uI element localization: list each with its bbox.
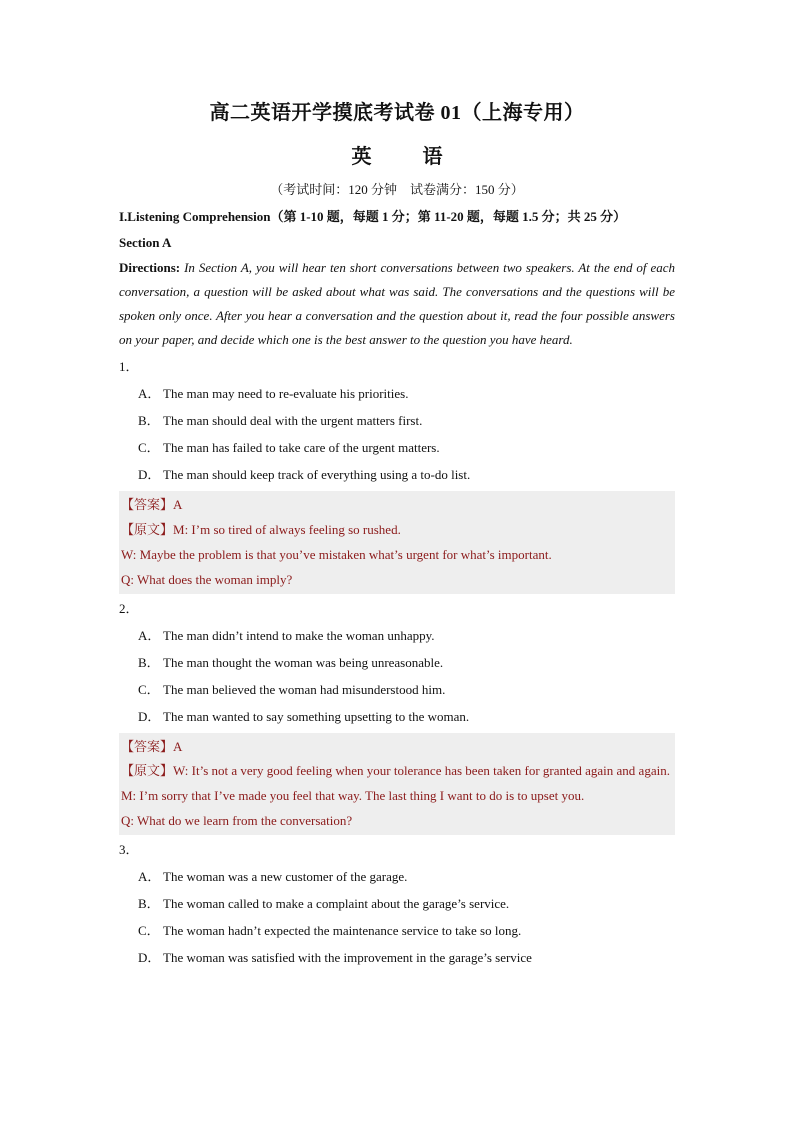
option-letter: D． <box>138 709 161 724</box>
option-letter: C． <box>138 923 160 938</box>
exam-content <box>119 204 675 971</box>
option-b <box>138 649 675 676</box>
script-line: Q: What do we learn from the conversation? <box>121 813 353 828</box>
question-number: 1． <box>119 359 139 374</box>
sub-heading: Section A <box>119 235 172 250</box>
option-d <box>138 944 675 971</box>
script-line: M: I’m sorry that I’ve made you feel that way. The last thing I want to do is to upset you. <box>121 788 585 803</box>
option-letter: A． <box>138 869 161 884</box>
directions <box>119 256 675 352</box>
directions-text: In Section A, you will hear ten short conversations between two speakers. At the end of each conversation, a question will be asked about what was said. The conversations and the questions will be spoken only once. After you hear a conversation and the question about it, read the four possible answers on your paper, and decide which one is the best answer to the question you have heard. <box>119 260 675 347</box>
question-3 <box>119 837 675 971</box>
script-line <box>121 759 675 783</box>
option-text: The man didn’t intend to make the woman unhappy. <box>163 628 435 643</box>
option-c <box>138 676 675 703</box>
question-1 <box>119 354 675 594</box>
subject-heading: 英 语 <box>351 146 443 168</box>
option-b <box>138 407 675 434</box>
option-text: The man may need to re-evaluate his priorities. <box>163 386 409 401</box>
option-c <box>138 434 675 461</box>
option-letter: D． <box>138 950 161 965</box>
option-text: The man wanted to say something upsetting to the woman. <box>163 709 470 724</box>
directions-label: Directions: <box>119 260 181 275</box>
script-line <box>121 517 675 542</box>
option-letter: B． <box>138 413 160 428</box>
option-letter: D． <box>138 467 161 482</box>
option-text: The man has failed to take care of the urgent matters. <box>163 440 440 455</box>
script-label: 【原文】 <box>121 763 174 778</box>
option-letter: B． <box>138 655 160 670</box>
option-text: The man thought the woman was being unreasonable. <box>163 655 444 670</box>
exam-info: （考试时间：120 分钟 试卷满分：150 分） <box>270 182 524 197</box>
answer-box <box>119 491 675 594</box>
options-list <box>119 380 675 488</box>
section-heading <box>119 204 675 230</box>
question-2 <box>119 596 675 835</box>
option-d <box>138 461 675 488</box>
script-text: M: I’m so tired of always feeling so rushed. <box>173 522 401 537</box>
option-a <box>138 622 675 649</box>
option-text: The woman hadn’t expected the maintenance service to take so long. <box>163 923 522 938</box>
script-line: Q: What does the woman imply? <box>121 572 293 587</box>
script-line: W: Maybe the problem is that you’ve mistaken what’s urgent for what’s important. <box>121 547 552 562</box>
option-a <box>138 863 675 890</box>
option-b <box>138 890 675 917</box>
option-c <box>138 917 675 944</box>
option-text: The man believed the woman had misunderstood him. <box>163 682 446 697</box>
option-letter: A． <box>138 628 161 643</box>
option-d <box>138 703 675 730</box>
option-a <box>138 380 675 407</box>
option-letter: C． <box>138 682 160 697</box>
section-heading-detail: （第 1-10 题，每题 1 分；第 11-20 题，每题 1.5 分；共 25 分） <box>270 209 627 224</box>
option-text: The man should keep track of everything using a to-do list. <box>163 467 471 482</box>
options-list <box>119 863 675 971</box>
option-text: The woman called to make a complaint about the garage’s service. <box>163 896 510 911</box>
section-heading-main: I.Listening Comprehension <box>119 209 271 224</box>
question-number: 2． <box>119 601 139 616</box>
script-label: 【原文】 <box>121 522 174 537</box>
answer-label: 【答案】A <box>121 497 183 512</box>
question-number: 3． <box>119 842 139 857</box>
page-title: 高二英语开学摸底考试卷 01（上海专用） <box>209 102 585 124</box>
script-text: W: It’s not a very good feeling when your tolerance has been taken for granted again and again. <box>173 763 670 778</box>
option-text: The man should deal with the urgent matters first. <box>163 413 423 428</box>
option-letter: A． <box>138 386 161 401</box>
options-list <box>119 622 675 730</box>
option-text: The woman was a new customer of the garage. <box>163 869 408 884</box>
option-letter: B． <box>138 896 160 911</box>
option-letter: C． <box>138 440 160 455</box>
answer-label: 【答案】A <box>121 739 183 754</box>
option-text: The woman was satisfied with the improvement in the garage’s service <box>163 950 532 965</box>
answer-box <box>119 733 675 835</box>
